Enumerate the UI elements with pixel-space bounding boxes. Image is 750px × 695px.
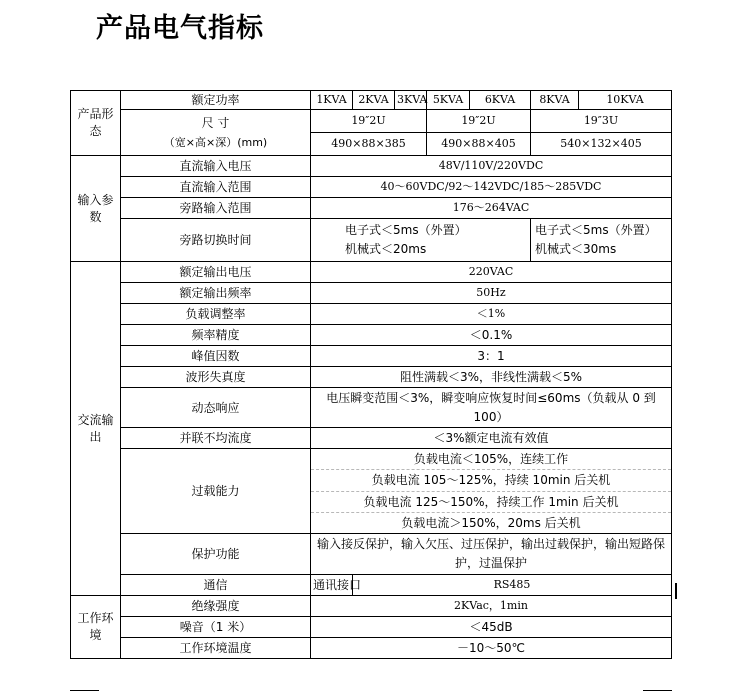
- thd-label: 波形失真度: [121, 367, 311, 388]
- group-label-output: 交流输出: [71, 262, 121, 596]
- insulation-value: 2KVac，1min: [311, 596, 672, 617]
- power-value: 8KVA: [531, 91, 579, 110]
- electrical-spec-table: [70, 90, 672, 659]
- dimension-value: 490×88×405: [427, 133, 531, 156]
- out-voltage-label: 额定输出电压: [121, 262, 311, 283]
- table-row: [71, 428, 672, 449]
- group-label-form: 产品形态: [71, 91, 121, 156]
- dc-range-value: 40～60VDC/92～142VDC/185～285VDC: [311, 177, 672, 198]
- bypass-switch-label: 旁路切换时间: [121, 219, 311, 262]
- rack-size: 19″2U: [311, 110, 427, 133]
- rated-power-label: 额定功率: [121, 91, 311, 110]
- power-value: 10KVA: [579, 91, 672, 110]
- table-row: [71, 177, 672, 198]
- table-row: [71, 638, 672, 659]
- freq-acc-value: ＜0.1%: [311, 325, 672, 346]
- table-row: [71, 449, 672, 534]
- group-label-input: 输入参数: [71, 156, 121, 262]
- comm-port-label: 通讯接口: [311, 575, 353, 596]
- rack-size: 19″2U: [427, 110, 531, 133]
- bypass-switch-line: 机械式＜20ms: [345, 242, 427, 256]
- bypass-range-label: 旁路输入范围: [121, 198, 311, 219]
- parallel-label: 并联不均流度: [121, 428, 311, 449]
- group-label-comm: 通信: [121, 575, 311, 596]
- temp-label: 工作环境温度: [121, 638, 311, 659]
- table-row: [71, 91, 672, 110]
- overload-label: 过载能力: [121, 449, 311, 534]
- table-row: [71, 596, 672, 617]
- protection-label: 保护功能: [121, 534, 311, 575]
- table-row: [71, 304, 672, 325]
- out-voltage-value: 220VAC: [311, 262, 672, 283]
- table-row: [71, 156, 672, 177]
- dynamic-label: 动态响应: [121, 388, 311, 428]
- out-freq-label: 额定输出频率: [121, 283, 311, 304]
- table-row: [71, 325, 672, 346]
- crest-value: 3：1: [311, 346, 672, 367]
- dynamic-value: 电压瞬变范围＜3%，瞬变响应恢复时间≤60ms（负载从 0 到 100）: [311, 388, 672, 428]
- table-row: [71, 219, 672, 262]
- page-edge-line: [70, 690, 99, 691]
- power-value: 5KVA: [427, 91, 470, 110]
- power-value: 2KVA: [353, 91, 395, 110]
- dc-voltage-label: 直流输入电压: [121, 156, 311, 177]
- overload-lines: [311, 449, 672, 534]
- dimension-value: 540×132×405: [531, 133, 672, 156]
- table-row: [71, 283, 672, 304]
- size-label: 尺 寸: [201, 115, 230, 130]
- bypass-switch-line: 电子式＜5ms（外置）: [345, 223, 467, 237]
- load-reg-value: ＜1%: [311, 304, 672, 325]
- size-label-cell: [121, 110, 311, 156]
- table-row: [71, 534, 672, 575]
- overload-line: 负载电流 125～150%，持续工作 1min 后关机: [311, 491, 671, 512]
- page-edge-line: [643, 690, 672, 691]
- table-row: [71, 110, 672, 133]
- bypass-range-value: 176～264VAC: [311, 198, 672, 219]
- thd-value: 阻性满载＜3%，非线性满载＜5%: [311, 367, 672, 388]
- insulation-label: 绝缘强度: [121, 596, 311, 617]
- overload-line: 负载电流 105～125%，持续 10min 后关机: [311, 469, 671, 491]
- comm-port-value: RS485: [353, 575, 672, 596]
- table-row: [71, 575, 672, 596]
- bypass-switch-left: [311, 219, 531, 262]
- noise-label: 噪音（1 米）: [121, 617, 311, 638]
- overload-line: 负载电流＞150%，20ms 后关机: [311, 512, 671, 533]
- table-row: [71, 617, 672, 638]
- overload-line: 负载电流＜105%，连续工作: [413, 452, 569, 466]
- load-reg-label: 负载调整率: [121, 304, 311, 325]
- rack-size: 19″3U: [531, 110, 672, 133]
- text-cursor-mark: [675, 583, 677, 599]
- freq-acc-label: 频率精度: [121, 325, 311, 346]
- bypass-switch-line: 电子式＜5ms（外置）: [535, 223, 657, 237]
- table-row: [71, 367, 672, 388]
- crest-label: 峰值因数: [121, 346, 311, 367]
- table-row: [71, 198, 672, 219]
- parallel-value: ＜3%额定电流有效值: [311, 428, 672, 449]
- bypass-switch-right: [531, 219, 672, 262]
- power-value: 3KVA: [395, 91, 427, 110]
- table-row: [71, 262, 672, 283]
- table-row: [71, 388, 672, 428]
- power-value: 6KVA: [470, 91, 531, 110]
- protection-value: 输入接反保护，输入欠压、过压保护，输出过载保护，输出短路保护，过温保护: [311, 534, 672, 575]
- dc-voltage-value: 48V/110V/220VDC: [311, 156, 672, 177]
- power-value: 1KVA: [311, 91, 353, 110]
- size-sublabel: （宽×高×深）(mm): [163, 135, 268, 149]
- noise-value: ＜45dB: [311, 617, 672, 638]
- dimension-value: 490×88×385: [311, 133, 427, 156]
- dc-range-label: 直流输入范围: [121, 177, 311, 198]
- page-title: 产品电气指标: [96, 13, 264, 44]
- out-freq-value: 50Hz: [311, 283, 672, 304]
- temp-value: －10～50℃: [311, 638, 672, 659]
- table-row: [71, 346, 672, 367]
- bypass-switch-line: 机械式＜30ms: [535, 242, 617, 256]
- group-label-env: 工作环境: [71, 596, 121, 659]
